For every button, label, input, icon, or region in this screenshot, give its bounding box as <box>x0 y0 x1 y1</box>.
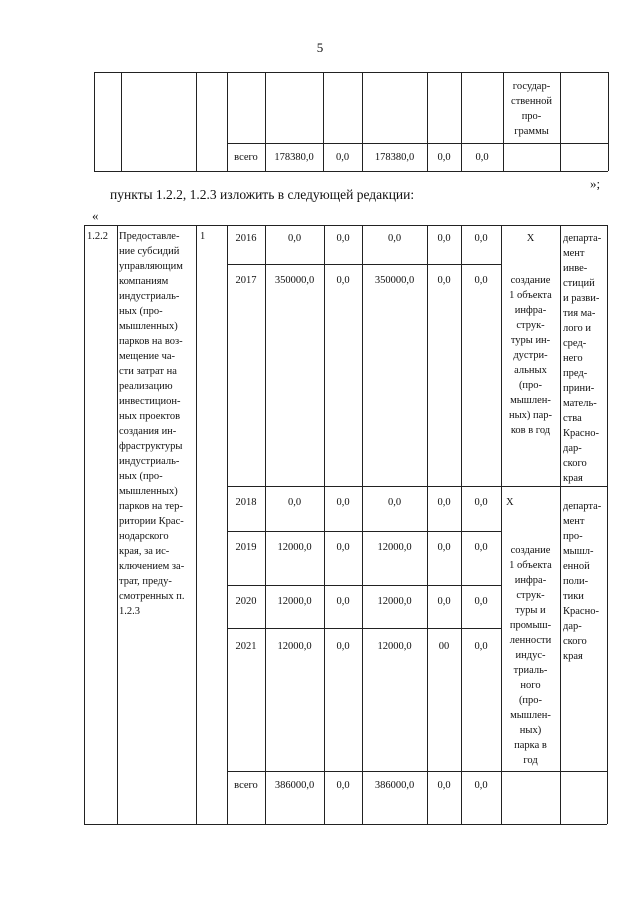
result-line: (про- <box>518 695 543 706</box>
executor-line: ского <box>563 636 587 647</box>
result-line: струк- <box>516 590 545 601</box>
executor-line: департа- <box>563 233 602 244</box>
value-cell: 0,0 <box>287 497 302 508</box>
total-value: 386000,0 <box>374 780 415 791</box>
result-line: ков в год <box>510 425 551 436</box>
result-line: создание <box>510 275 551 286</box>
page-number: 5 <box>316 40 324 55</box>
result-line: создание <box>510 545 551 556</box>
item-name-line: парков на воз- <box>119 336 183 347</box>
status-value: 1 <box>200 231 206 242</box>
executor-line: дар- <box>563 621 582 632</box>
item-name-line: реализацию <box>119 381 173 392</box>
opening-quote: « <box>92 208 99 223</box>
year-cell: 2018 <box>235 497 257 508</box>
result-line: мышлен- <box>510 395 551 406</box>
value-cell: 0,0 <box>387 497 402 508</box>
total-value: 0,0 <box>475 152 489 163</box>
executor-line: него <box>563 353 583 364</box>
gp-text-line: ственной <box>511 96 552 107</box>
value-cell: 0,0 <box>437 596 451 607</box>
executor-line: ства <box>563 413 582 424</box>
value-cell: 0,0 <box>474 542 488 553</box>
result-line: парка в <box>514 740 547 751</box>
value-cell: 0,0 <box>336 275 350 286</box>
value-cell: 0,0 <box>474 641 488 652</box>
item-name-line: фраструктуры <box>119 441 183 452</box>
total-label: всего <box>234 152 258 163</box>
item-name-line: 1.2.3 <box>119 606 140 617</box>
value-cell: 0,0 <box>474 275 488 286</box>
executor-line: поли- <box>563 576 589 587</box>
result-line: триаль- <box>513 665 548 676</box>
value-cell: 12000,0 <box>377 641 412 652</box>
value-cell: 00 <box>438 641 450 652</box>
result-line: инфра- <box>514 305 547 316</box>
item-name-line: ных проектов <box>119 411 181 422</box>
item-name-line: мышленных) <box>119 321 178 332</box>
result-x: X <box>506 497 514 508</box>
year-cell: 2019 <box>235 542 257 553</box>
item-name-line: смотренных п. <box>119 591 185 602</box>
item-name-line: мещение ча- <box>119 351 176 362</box>
item-name-line: мышленных) <box>119 486 178 497</box>
executor-line: прини- <box>563 383 595 394</box>
total-value: 386000,0 <box>274 780 315 791</box>
total-value: 0,0 <box>335 152 350 163</box>
value-cell: 350000,0 <box>374 275 415 286</box>
result-line: альных <box>514 365 547 376</box>
total-label: всего <box>234 780 258 791</box>
intro-text: пункты 1.2.2, 1.2.3 изложить в следующей редакции: <box>110 187 415 202</box>
executor-line: и разви- <box>563 293 600 304</box>
result-line: туры ин- <box>510 335 551 346</box>
value-cell: 0,0 <box>336 596 350 607</box>
executor-line: тия ма- <box>563 308 596 319</box>
item-name-line: ключением за- <box>119 561 185 572</box>
closing-quote: »; <box>590 176 601 191</box>
executor-line: стиций <box>563 278 595 289</box>
result-line: ных) <box>519 725 542 736</box>
total-value: 0,0 <box>437 152 451 163</box>
item-name-line: нодарского <box>119 531 169 542</box>
value-cell: 12000,0 <box>277 641 312 652</box>
item-name-line: края, за ис- <box>119 546 170 557</box>
item-name-line: компаниям <box>119 276 169 287</box>
gp-text-line: государ- <box>512 81 551 92</box>
executor-line: Красно- <box>563 606 599 617</box>
total-value: 178380,0 <box>274 152 314 163</box>
item-name-line: ритории Крас- <box>119 516 184 527</box>
value-cell: 0,0 <box>336 542 350 553</box>
value-cell: 0,0 <box>387 233 402 244</box>
value-cell: 12000,0 <box>377 542 412 553</box>
result-line: год <box>523 755 538 766</box>
item-name-line: индустриаль- <box>119 456 180 467</box>
result-line: промыш- <box>509 620 552 631</box>
value-cell: 0,0 <box>437 497 451 508</box>
item-number: 1.2.2 <box>87 231 108 242</box>
value-cell: 0,0 <box>474 233 488 244</box>
year-cell: 2020 <box>235 596 257 607</box>
executor-line: мент <box>563 516 585 527</box>
value-cell: 12000,0 <box>277 596 312 607</box>
value-cell: 0,0 <box>474 596 488 607</box>
value-cell: 0,0 <box>437 233 451 244</box>
result-x: X <box>526 233 535 244</box>
executor-line: края <box>563 651 583 662</box>
total-value: 178380,0 <box>374 152 415 163</box>
executor-line: инве- <box>563 263 588 274</box>
total-value: 0,0 <box>437 780 451 791</box>
result-line: инфра- <box>514 575 547 586</box>
result-line: туры и <box>515 605 546 616</box>
value-cell: 0,0 <box>437 275 451 286</box>
executor-line: ского <box>563 458 587 469</box>
item-name-line: Предоставле- <box>119 231 180 242</box>
value-cell: 0,0 <box>287 233 302 244</box>
executor-line: тики <box>563 591 584 602</box>
item-name-line: ных (про- <box>119 471 163 482</box>
result-line: струк- <box>516 320 545 331</box>
result-line: индус- <box>515 650 546 661</box>
executor-line: Красно- <box>563 428 599 439</box>
executor-line: лого и <box>563 323 592 334</box>
total-value: 0,0 <box>474 780 488 791</box>
executor-line: мент <box>563 248 585 259</box>
total-value: 0,0 <box>336 780 350 791</box>
executor-line: мышл- <box>563 546 594 557</box>
item-name-line: создания ин- <box>119 426 177 437</box>
gp-text-line: граммы <box>514 126 549 137</box>
result-line: дустри- <box>513 350 548 361</box>
year-cell: 2016 <box>235 233 257 244</box>
value-cell: 0,0 <box>437 542 451 553</box>
value-cell: 350000,0 <box>274 275 315 286</box>
item-name-line: сти затрат на <box>119 366 177 377</box>
executor-line: енной <box>563 561 590 572</box>
year-cell: 2017 <box>235 275 257 286</box>
result-line: 1 объекта <box>509 290 552 301</box>
item-name-line: индустриаль- <box>119 291 180 302</box>
item-name-line: трат, преду- <box>119 576 172 587</box>
item-name-line: управляющим <box>119 261 183 272</box>
result-line: (про- <box>518 380 543 391</box>
gp-text-line: про- <box>521 111 542 122</box>
value-cell: 12000,0 <box>277 542 312 553</box>
executor-line: края <box>563 473 583 484</box>
year-cell: 2021 <box>235 641 257 652</box>
result-line: 1 объекта <box>509 560 552 571</box>
executor-line: пред- <box>563 368 588 379</box>
item-name-line: ных (про- <box>119 306 163 317</box>
item-name-line: ние субсидий <box>119 246 180 257</box>
value-cell: 12000,0 <box>377 596 412 607</box>
result-line: ленности <box>509 635 552 646</box>
result-line: ных) пар- <box>508 410 553 421</box>
item-name-line: инвестицион- <box>119 396 181 407</box>
value-cell: 0,0 <box>336 497 350 508</box>
value-cell: 0,0 <box>336 641 350 652</box>
executor-line: департа- <box>563 501 602 512</box>
executor-line: про- <box>563 531 583 542</box>
executor-line: сред- <box>563 338 587 349</box>
value-cell: 0,0 <box>336 233 350 244</box>
executor-line: матель- <box>563 398 597 409</box>
item-name-line: парков на тер- <box>119 501 183 512</box>
executor-line: дар- <box>563 443 582 454</box>
value-cell: 0,0 <box>474 497 488 508</box>
result-line: мышлен- <box>510 710 551 721</box>
result-line: ного <box>520 680 541 691</box>
